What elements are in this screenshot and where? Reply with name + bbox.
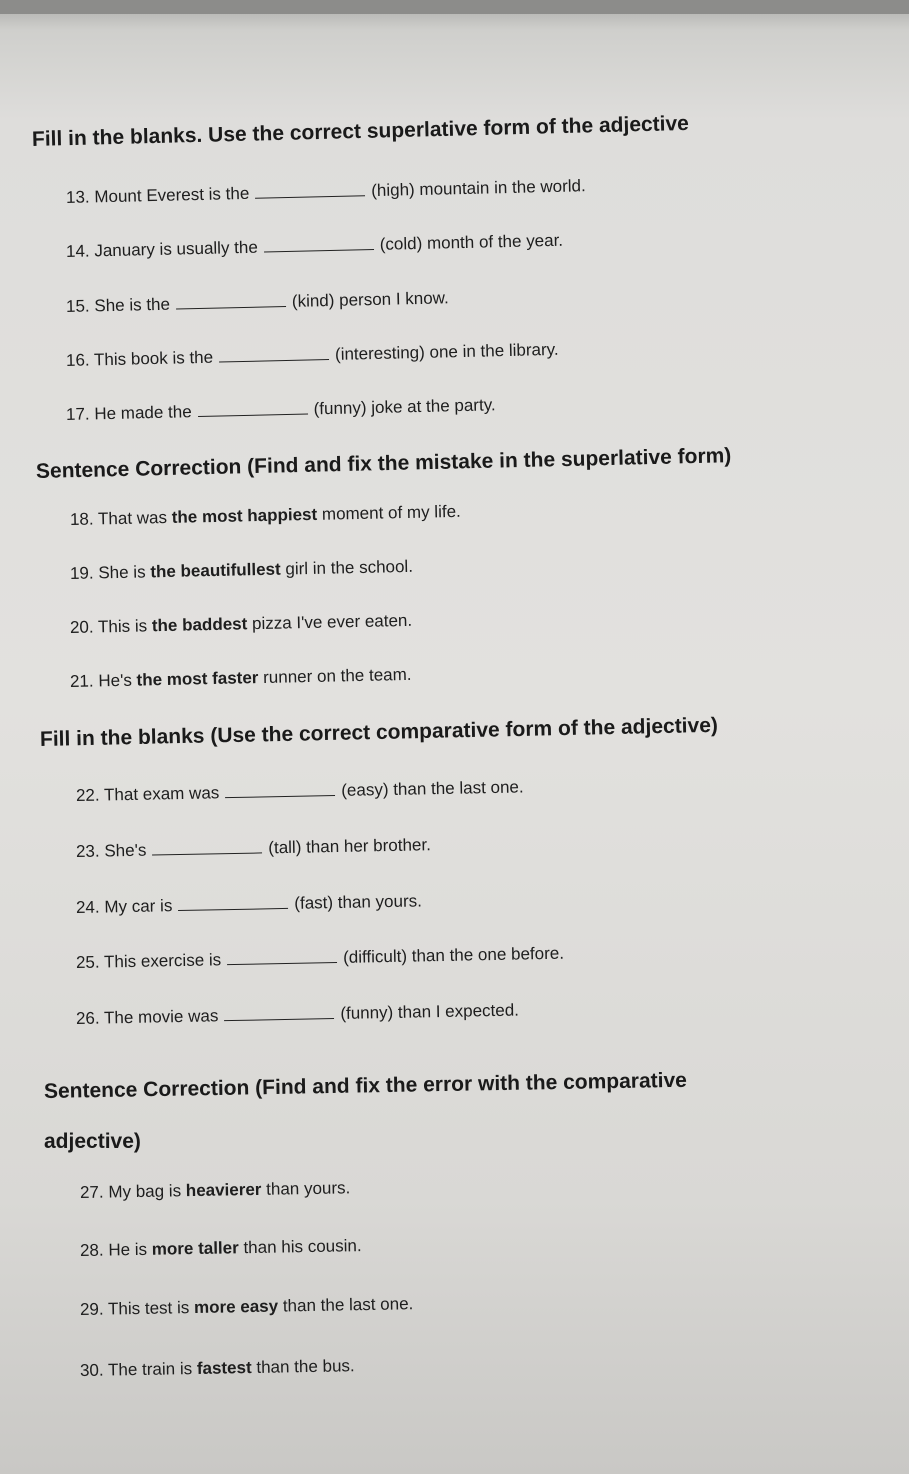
answer-blank[interactable] xyxy=(225,783,335,798)
answer-blank[interactable] xyxy=(178,896,288,911)
section-heading-superlative-blanks: Fill in the blanks. Use the correct superlative form of the adjective xyxy=(31,111,690,151)
question-13: 13. Mount Everest is the (high) mountain in the world. xyxy=(65,176,586,207)
question-15: 15. She is the (kind) person I know. xyxy=(65,288,449,316)
answer-blank[interactable] xyxy=(227,950,337,965)
question-24: 24. My car is (fast) than yours. xyxy=(75,891,423,917)
question-14: 14. January is usually the (cold) month of the year. xyxy=(65,230,564,261)
answer-blank[interactable] xyxy=(264,237,374,252)
answer-blank[interactable] xyxy=(224,1006,334,1021)
section-heading-superlative-correction: Sentence Correction (Find and fix the mistake in the superlative form) xyxy=(35,444,732,483)
question-30: 30. The train is fastest than the bus. xyxy=(79,1356,355,1380)
question-21: 21. He's the most faster runner on the team. xyxy=(69,664,412,691)
answer-blank[interactable] xyxy=(152,840,262,855)
question-17: 17. He made the (funny) joke at the party. xyxy=(65,395,496,424)
question-26: 26. The movie was (funny) than I expected. xyxy=(75,1000,520,1028)
answer-blank[interactable] xyxy=(176,294,286,309)
question-16: 16. This book is the (interesting) one in the library. xyxy=(65,339,559,370)
question-18: 18. That was the most happiest moment of my life. xyxy=(69,501,461,529)
answer-blank[interactable] xyxy=(255,183,365,198)
question-27: 27. My bag is heavierer than yours. xyxy=(79,1178,351,1202)
question-22: 22. That exam was (easy) than the last one. xyxy=(75,777,524,805)
question-29: 29. This test is more easy than the last one. xyxy=(79,1294,414,1319)
question-20: 20. This is the baddest pizza I've ever eaten. xyxy=(69,610,413,637)
answer-blank[interactable] xyxy=(198,402,308,417)
question-23: 23. She's (tall) than her brother. xyxy=(75,835,432,861)
section-heading-comparative-correction-line2: adjective) xyxy=(44,1130,141,1153)
question-28: 28. He is more taller than his cousin. xyxy=(79,1236,362,1260)
section-heading-comparative-blanks: Fill in the blanks (Use the correct comparative form of the adjective) xyxy=(39,713,719,751)
question-19: 19. She is the beautifullest girl in the school. xyxy=(69,556,414,583)
answer-blank[interactable] xyxy=(219,347,329,362)
section-heading-comparative-correction: Sentence Correction (Find and fix the error with the comparative xyxy=(43,1068,688,1103)
question-25: 25. This exercise is (difficult) than the one before. xyxy=(75,943,565,972)
